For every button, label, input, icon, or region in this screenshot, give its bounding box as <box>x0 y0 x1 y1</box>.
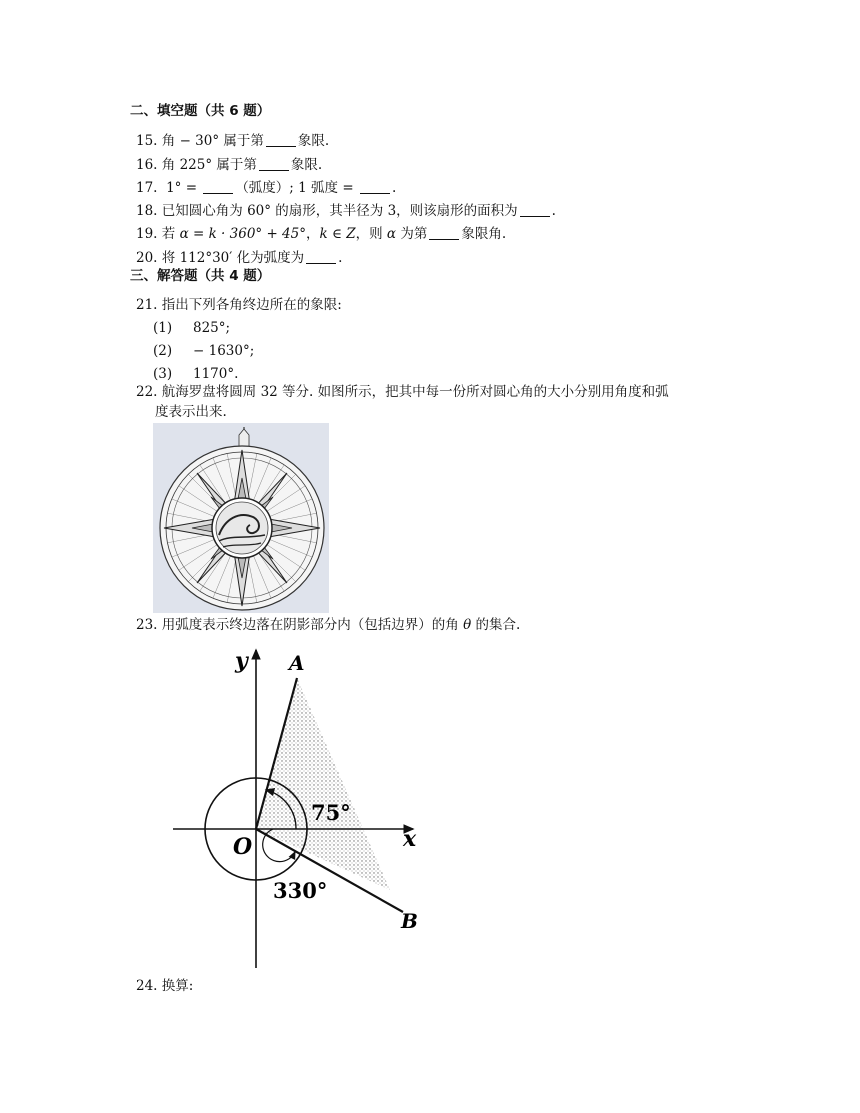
question-text: . <box>391 180 397 196</box>
angle-value: − 30° <box>179 133 220 149</box>
sub-item-label: (1) <box>153 320 173 336</box>
answer-blank[interactable] <box>306 249 336 264</box>
formula: α <box>386 226 397 242</box>
question-number: 18. <box>136 203 158 219</box>
sub-item-label: (3) <box>153 366 173 382</box>
question-text: 换算: <box>161 978 194 994</box>
answer-blank[interactable] <box>520 202 550 217</box>
angle-sector-figure <box>165 640 425 970</box>
x-axis-label: x <box>403 826 417 852</box>
question-21 <box>136 295 342 315</box>
point-a-label: A <box>289 651 305 675</box>
sub-item-1 <box>153 318 230 338</box>
question-text: 1° = <box>166 180 202 196</box>
question-number: 23. <box>136 617 158 633</box>
sub-item-value: 825°; <box>193 320 231 336</box>
question-text: . <box>551 203 556 219</box>
answer-blank[interactable] <box>266 132 296 147</box>
question-text: . <box>338 250 343 266</box>
answer-blank[interactable] <box>429 225 459 240</box>
question-number: 20. <box>136 250 158 266</box>
question-number: 19. <box>136 226 158 242</box>
question-number: 22. <box>136 384 158 400</box>
formula: α = k · 360° + 45° <box>179 226 306 242</box>
question-text: 指出下列各角终边所在的象限: <box>161 297 342 313</box>
question-number: 24. <box>136 978 158 994</box>
answer-blank[interactable] <box>360 179 390 194</box>
section-heading-fill-blank: 二、填空题（共 6 题） <box>130 103 271 119</box>
sub-item-label: (2) <box>153 343 173 359</box>
sub-item-value: − 1630°; <box>193 343 255 359</box>
question-text: 象限. <box>297 133 330 149</box>
answer-blank[interactable] <box>259 156 289 171</box>
question-number: 16. <box>136 157 158 173</box>
question-15 <box>136 131 329 151</box>
question-number: 17. <box>136 180 158 196</box>
answer-blank[interactable] <box>203 179 233 194</box>
question-text: 角 <box>161 157 180 173</box>
question-text: ， <box>305 226 320 242</box>
question-text: 将 112°30′ 化为弧度为 <box>161 250 305 266</box>
formula: θ <box>463 617 472 633</box>
question-text: （弧度）; 1 弧度 = <box>235 180 358 196</box>
question-text: ，则 <box>355 226 387 242</box>
section-heading-solve: 三、解答题（共 4 题） <box>130 268 271 284</box>
question-text: 的集合. <box>471 617 521 633</box>
question-23 <box>136 615 520 635</box>
compass-rose-image <box>153 423 329 613</box>
question-text: 已知圆心角为 60° 的扇形，其半径为 3，则该扇形的面积为 <box>161 203 518 219</box>
question-17 <box>136 178 396 198</box>
question-text: 属于第 <box>212 157 257 173</box>
question-19 <box>136 224 506 244</box>
question-16 <box>136 155 322 175</box>
angle-value: 225° <box>179 157 213 173</box>
point-b-label: B <box>401 909 418 933</box>
question-text: 角 <box>161 133 180 149</box>
angle-diagram <box>165 640 425 970</box>
question-22-continued: 度表示出来. <box>155 404 227 420</box>
question-text: 若 <box>161 226 180 242</box>
sub-item-2 <box>153 341 254 361</box>
origin-label: O <box>233 834 253 860</box>
question-22 <box>136 382 669 402</box>
question-text: 属于第 <box>219 133 264 149</box>
sub-item-3 <box>153 364 238 384</box>
question-text: 为第 <box>396 226 428 242</box>
angle-75-label: 75° <box>311 800 351 825</box>
formula: k ∈ Z <box>319 226 356 242</box>
y-axis-label: y <box>235 648 248 674</box>
question-20 <box>136 248 342 268</box>
question-18 <box>136 201 556 221</box>
shaded-region <box>256 678 390 890</box>
question-text: 用弧度表示终边落在阴影部分内（包括边界）的角 <box>161 617 464 633</box>
question-24 <box>136 976 193 996</box>
question-text: 象限. <box>290 157 323 173</box>
question-text: 象限角. <box>461 226 507 242</box>
question-text: 航海罗盘将圆周 32 等分. 如图所示，把其中每一份所对圆心角的大小分别用角度和弧 <box>161 384 669 400</box>
question-number: 15. <box>136 133 158 149</box>
question-number: 21. <box>136 297 158 313</box>
compass-rose-drawing <box>153 423 329 613</box>
sub-item-value: 1170°. <box>193 366 239 382</box>
angle-330-label: 330° <box>273 878 328 903</box>
